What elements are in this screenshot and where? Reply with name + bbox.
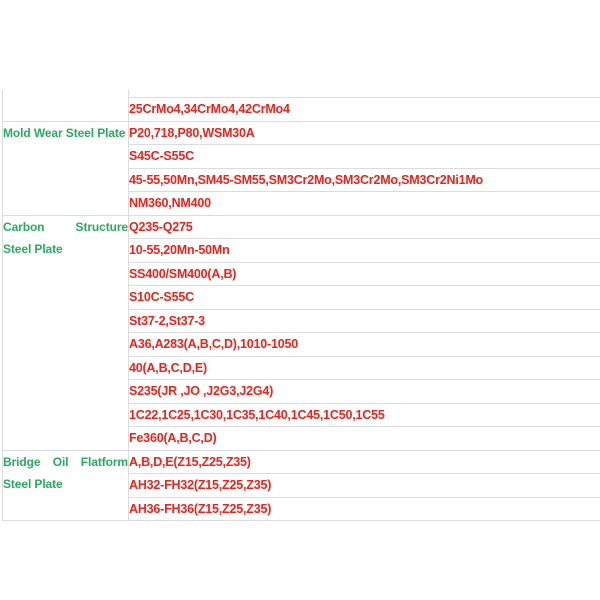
grade-cell: Q235-Q275	[129, 215, 600, 239]
grade-cell: AH32-FH32(Z15,Z25,Z35)	[129, 474, 600, 498]
grade-cell: P20,718,P80,WSM30A	[129, 121, 600, 145]
category-cell: Carbon Structure Steel Plate	[3, 215, 129, 450]
grade-cell: NM360,NM400	[129, 192, 600, 216]
table-row	[3, 215, 600, 239]
grade-cell: Fe360(A,B,C,D)	[129, 427, 600, 451]
steel-grades-table	[2, 90, 600, 521]
grade-cell: S235(JR ,JO ,J2G3,J2G4)	[129, 380, 600, 404]
cutoff-stub-cell	[129, 90, 600, 98]
grade-cell: 40(A,B,C,D,E)	[129, 356, 600, 380]
category-cell	[3, 90, 129, 121]
grade-cell: S10C-S55C	[129, 286, 600, 310]
table-row-partial	[3, 90, 600, 98]
grade-cell: SS400/SM400(A,B)	[129, 262, 600, 286]
grade-cell: S45C-S55C	[129, 145, 600, 169]
grade-cell: 45-55,50Mn,SM45-SM55,SM3Cr2Mo,SM3Cr2Mo,SM3Cr2Ni1Mo	[129, 168, 600, 192]
grade-cell: St37-2,St37-3	[129, 309, 600, 333]
grade-cell: 10-55,20Mn-50Mn	[129, 239, 600, 263]
grade-cell: A36,A283(A,B,C,D),1010-1050	[129, 333, 600, 357]
steel-products-table-wrapper	[2, 90, 600, 521]
grade-cell: 1C22,1C25,1C30,1C35,1C40,1C45,1C50,1C55	[129, 403, 600, 427]
grade-cell: A,B,D,E(Z15,Z25,Z35)	[129, 450, 600, 474]
category-cell: Bridge Oil Flatform Steel Plate	[3, 450, 129, 521]
category-cell: Mold Wear Steel Plate	[3, 121, 129, 215]
grade-cell: AH36-FH36(Z15,Z25,Z35)	[129, 497, 600, 521]
table-row	[3, 450, 600, 474]
table-row	[3, 121, 600, 145]
grade-cell: 25CrMo4,34CrMo4,42CrMo4	[129, 98, 600, 122]
